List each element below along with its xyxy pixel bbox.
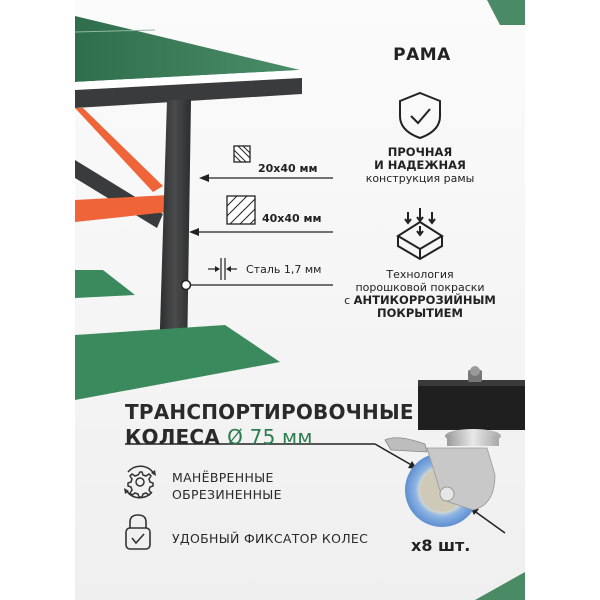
- corner-accent-top: [487, 0, 525, 25]
- hatched-rect-narrow-icon: [234, 146, 250, 162]
- wheels-title-line2: КОЛЕСА: [125, 425, 220, 449]
- spec-label-steel: Сталь 1,7 мм: [246, 263, 322, 276]
- feature-strong-frame: [345, 146, 495, 185]
- frame-section-title: РАМА: [393, 45, 451, 65]
- wheel-feature-maneuverable: [172, 469, 282, 503]
- spec-label-40x40: 40x40 мм: [262, 212, 322, 225]
- wheels-section-title: [125, 400, 414, 450]
- lock-check-icon: [123, 512, 153, 552]
- feature-coating-line3-prefix: с: [344, 294, 354, 307]
- wheel-feature-line1: МАНЁВРЕННЫЕ: [172, 470, 274, 485]
- feature-powder-coating: [330, 268, 510, 320]
- feature-strong-frame-line2: И НАДЕЖНАЯ: [374, 158, 466, 172]
- feature-coating-line1: Технология: [386, 268, 454, 281]
- layers-coating-icon: [398, 208, 442, 259]
- thickness-arrows-icon: [208, 258, 237, 280]
- wheel-feature-lock: УДОБНЫЙ ФИКСАТОР КОЛЕС: [172, 531, 369, 546]
- product-card: [75, 0, 525, 600]
- table-leg: [159, 100, 191, 360]
- corner-accent-bottom: [475, 572, 525, 600]
- rotating-gear-icon: [120, 462, 160, 502]
- floor-green-small: [75, 270, 135, 298]
- feature-coating-line3-bold: АНТИКОРРОЗИЙНЫМ: [353, 293, 496, 307]
- floor-green-large: [75, 325, 280, 400]
- shield-check-icon: [400, 93, 440, 138]
- feature-strong-frame-line3: конструкция рамы: [365, 172, 475, 185]
- wheels-title-line1: ТРАНСПОРТИРОВОЧНЫЕ: [125, 400, 414, 424]
- spec-label-20x40: 20x40 мм: [258, 162, 318, 175]
- hatched-square-icon: [227, 196, 255, 224]
- wheel-quantity: x8 шт.: [411, 536, 471, 555]
- wheel-feature-line2: ОБРЕЗИНЕННЫЕ: [172, 487, 282, 502]
- feature-coating-line2: порошковой покраски: [355, 281, 485, 294]
- feature-strong-frame-line1: ПРОЧНАЯ: [387, 145, 453, 159]
- wheel-diameter: Ø 75 мм: [227, 425, 313, 449]
- feature-coating-line4: ПОКРЫТИЕМ: [377, 306, 463, 320]
